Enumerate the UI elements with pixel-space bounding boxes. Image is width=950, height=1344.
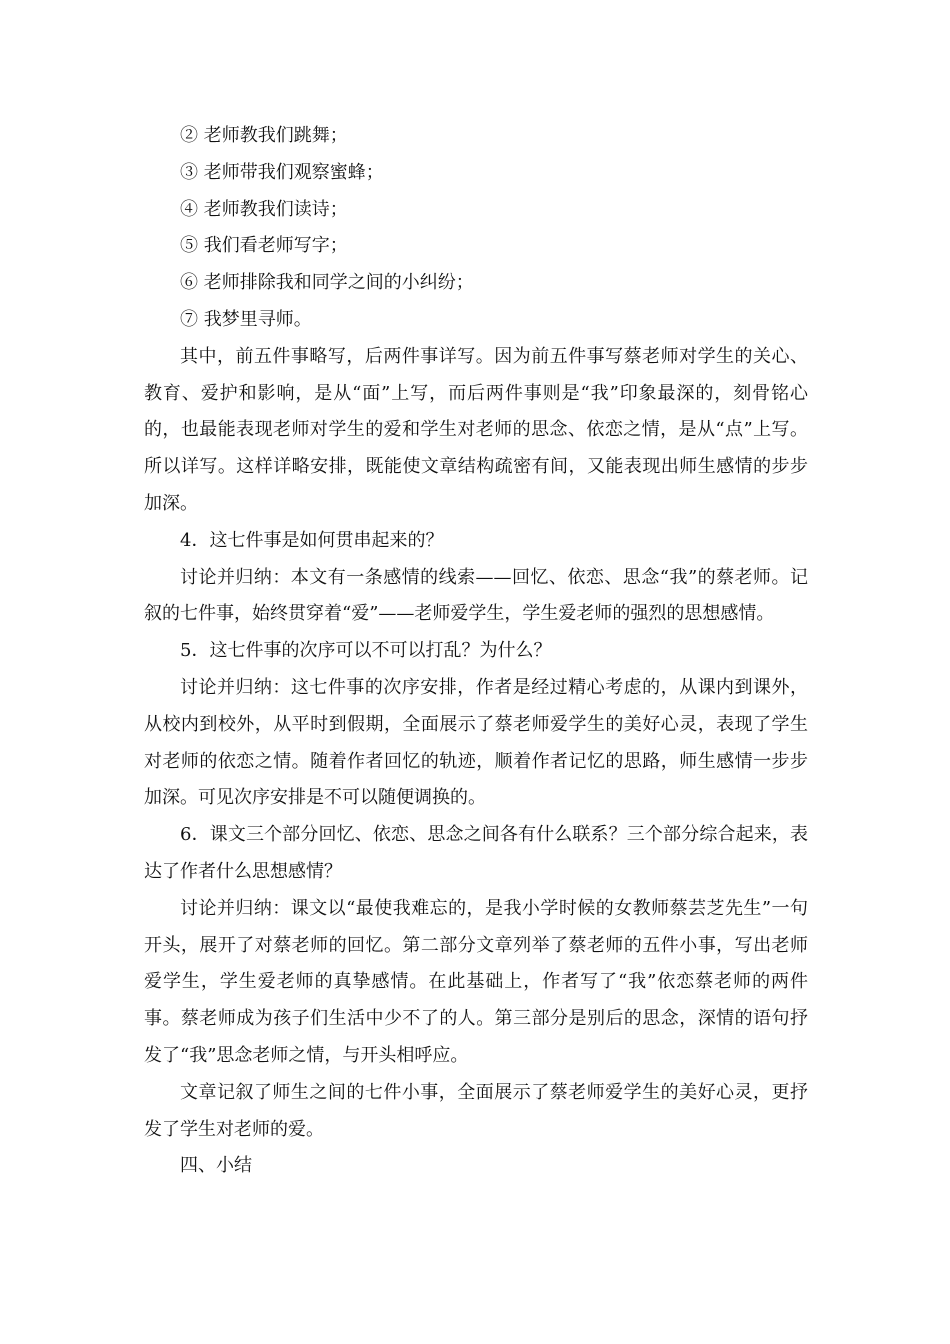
question-6: 6．课文三个部分回忆、依恋、思念之间各有什么联系？三个部分综合起来，表达了作者什么思想感情？ [144,824,808,882]
document-body [144,118,808,1185]
question-5: 5．这七件事的次序可以不可以打乱？为什么？ [180,640,552,662]
list-item-7: ⑦ 我梦里寻师。 [180,308,312,330]
list-item-6: ⑥ 老师排除我和同学之间的小纠纷； [180,272,474,294]
list-item-3: ③ 老师带我们观察蜜蜂； [180,161,384,183]
answer-6: 讨论并归纳：课文以“最使我难忘的，是我小学时候的女教师蔡芸芝先生”一句开头，展开了对蔡老师的回忆。第二部分文章列举了蔡老师的五件小事，写出老师爱学生，学生爱老师的真挚感情。在此基础上，作者写了“我”依恋蔡老师的两件事。蔡老师成为孩子们生活中少不了的人。第三部分是别后的思念，深情的语句抒发了“我”思念老师之情，与开头相呼应。 [144,897,808,1066]
section-heading-summary: 四、小结 [180,1155,252,1177]
paragraph-detail-arrangement: 其中，前五件事略写，后两件事详写。因为前五件事写蔡老师对学生的关心、教育、爱护和影响，是从“面”上写，而后两件事则是“我”印象最深的，刻骨铭心的，也最能表现老师对学生的爱和学生对老师的思念、依恋之情，是从“点”上写。所以详写。这样详略安排，既能使文章结构疏密有间，又能表现出师生感情的步步加深。 [144,345,808,514]
answer-5: 讨论并归纳：这七件事的次序安排，作者是经过精心考虑的，从课内到课外，从校内到校外，从平时到假期，全面展示了蔡老师爱学生的美好心灵，表现了学生对老师的依恋之情。随着作者回忆的轨迹，顺着作者记忆的思路，师生感情一步步加深。可见次序安排是不可以随便调换的。 [144,676,808,809]
answer-4: 讨论并归纳：本文有一条感情的线索——回忆、依恋、思念“我”的蔡老师。记叙的七件事，始终贯穿着“爱”——老师爱学生，学生爱老师的强烈的思想感情。 [144,566,808,625]
question-4: 4．这七件事是如何贯串起来的？ [180,529,444,551]
list-item-4: ④ 老师教我们读诗； [180,198,348,220]
list-item-5: ⑤ 我们看老师写字； [180,235,348,257]
paragraph-summary-statement: 文章记叙了师生之间的七件小事，全面展示了蔡老师爱学生的美好心灵，更抒发了学生对老师的爱。 [144,1081,808,1140]
list-item-2: ② 老师教我们跳舞； [180,125,348,146]
